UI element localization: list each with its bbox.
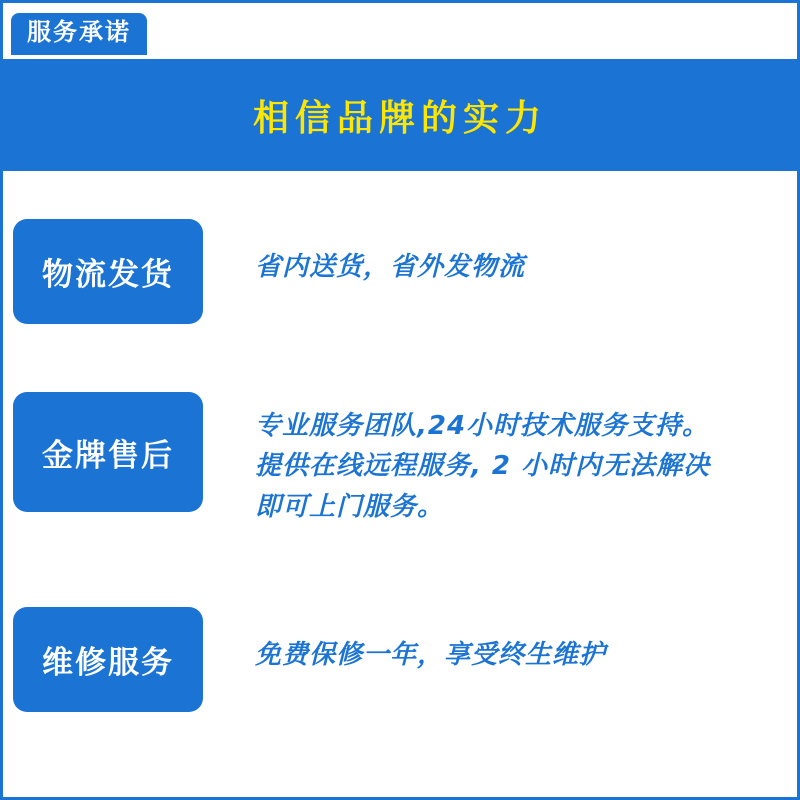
- promise-rows: [3, 171, 797, 712]
- description-line: 即可上门服务。: [255, 491, 445, 522]
- banner-title: 相信品牌的实力: [252, 97, 547, 139]
- banner: [3, 59, 797, 171]
- promise-description-repair: [203, 607, 797, 675]
- promise-badge-label: 维修服务: [42, 644, 174, 681]
- description-line: 专业服务团队,24小时技术服务支持。: [255, 411, 710, 441]
- promise-badge-label: 金牌售后: [42, 437, 174, 474]
- promise-badge-logistics: [13, 219, 203, 324]
- section-tab: [11, 13, 147, 55]
- description-line: 提供在线远程服务, 2 小时内无法解决: [255, 451, 711, 482]
- promise-badge-repair: [13, 607, 203, 712]
- section-tab-label: 服务承诺: [27, 19, 131, 46]
- promise-badge-aftersales: [13, 392, 203, 512]
- promise-row: [3, 392, 797, 527]
- promise-description-aftersales: [203, 392, 797, 527]
- promise-badge-label: 物流发货: [42, 257, 174, 293]
- description-line: 免费保修一年，享受终生维护: [255, 639, 607, 670]
- promise-row: [3, 607, 797, 712]
- promise-description-logistics: [203, 219, 797, 287]
- promise-row: [3, 219, 797, 324]
- description-line: 省内送货，省外发物流: [255, 252, 526, 282]
